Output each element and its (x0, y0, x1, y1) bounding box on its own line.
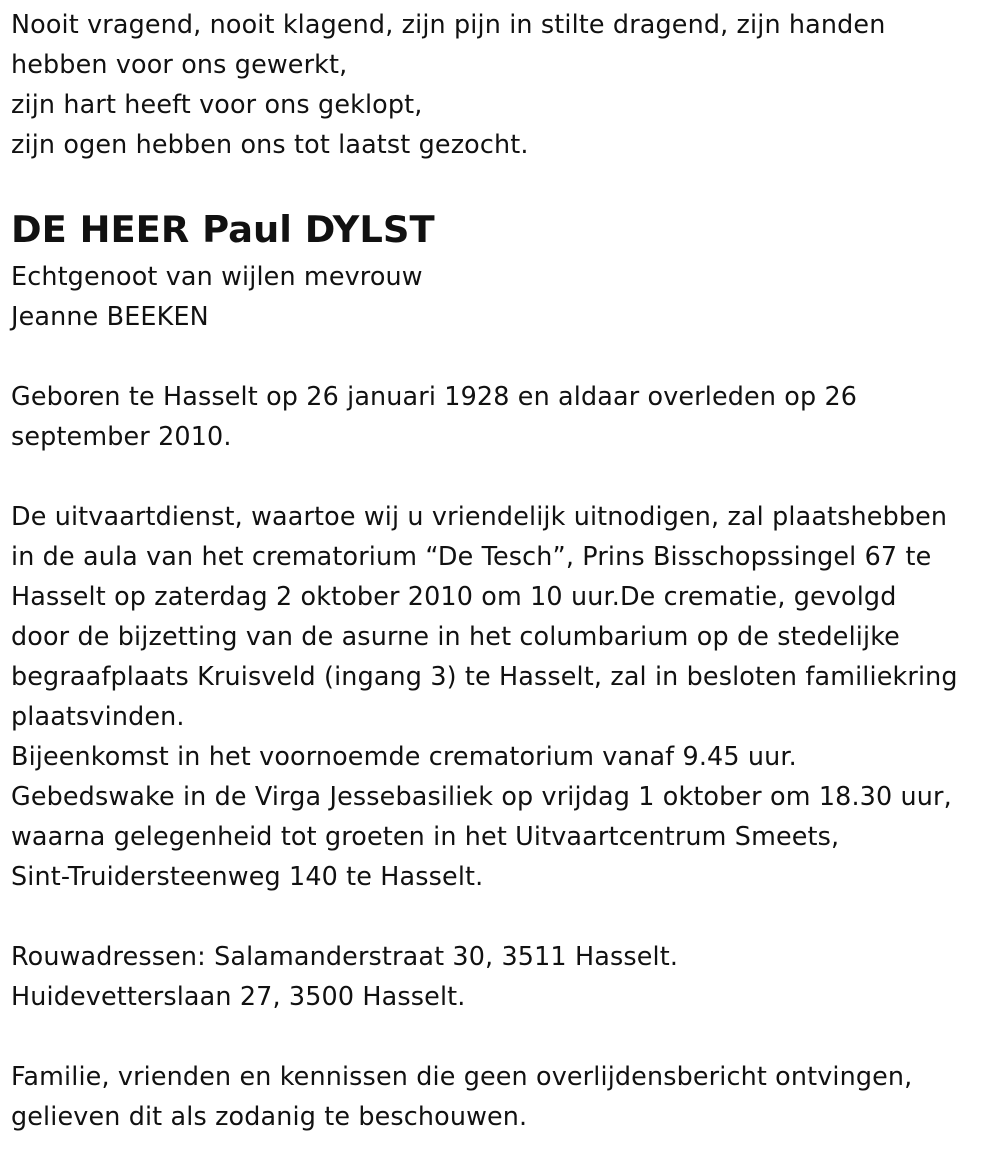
service-line: plaatsvinden. (11, 701, 185, 731)
service-paragraph (11, 496, 996, 896)
address-line: Rouwadressen: Salamanderstraat 30, 3511 Hasselt. (11, 941, 679, 971)
addresses-paragraph (11, 936, 996, 1016)
closing-paragraph (11, 1056, 996, 1136)
spacer (11, 456, 996, 496)
birth-death-line: september 2010. (11, 421, 232, 451)
poem-line: Nooit vragend, nooit klagend, zijn pijn in stilte dragend, zijn handen (11, 9, 886, 39)
closing-line: Familie, vrienden en kennissen die geen overlijdensbericht ontvingen, (11, 1061, 913, 1091)
service-line: Hasselt op zaterdag 2 oktober 2010 om 10 uur.De crematie, gevolgd (11, 581, 897, 611)
birth-death-line: Geboren te Hasselt op 26 januari 1928 en aldaar overleden op 26 (11, 381, 858, 411)
address-line: Huidevetterslaan 27, 3500 Hasselt. (11, 981, 466, 1011)
service-line: Sint-Truidersteenweg 140 te Hasselt. (11, 861, 484, 891)
service-line: De uitvaartdienst, waartoe wij u vriendelijk uitnodigen, zal plaatshebben (11, 501, 948, 531)
relation (11, 256, 996, 336)
service-line: in de aula van het crematorium “De Tesch”, Prins Bisschopssingel 67 te (11, 541, 932, 571)
relation-line: Echtgenoot van wijlen mevrouw (11, 261, 423, 291)
relation-line: Jeanne BEEKEN (11, 301, 209, 331)
service-line: waarna gelegenheid tot groeten in het Uitvaartcentrum Smeets, (11, 821, 840, 851)
spacer (11, 1016, 996, 1056)
spacer (11, 336, 996, 376)
service-line: Gebedswake in de Virga Jessebasiliek op vrijdag 1 oktober om 18.30 uur, (11, 781, 952, 811)
service-line: begraafplaats Kruisveld (ingang 3) te Hasselt, zal in besloten familiekring (11, 661, 958, 691)
service-line: door de bijzetting van de asurne in het columbarium op de stedelijke (11, 621, 900, 651)
spacer (11, 896, 996, 936)
deceased-name: DE HEER Paul DYLST (11, 208, 435, 251)
poem (11, 4, 996, 164)
poem-line: hebben voor ons gewerkt, (11, 49, 348, 79)
closing-line: gelieven dit als zodanig te beschouwen. (11, 1101, 528, 1131)
obituary-notice (11, 4, 996, 1136)
birth-death-paragraph (11, 376, 996, 456)
service-line: Bijeenkomst in het voornoemde crematorium vanaf 9.45 uur. (11, 741, 797, 771)
poem-line: zijn hart heeft voor ons geklopt, (11, 89, 423, 119)
poem-line: zijn ogen hebben ons tot laatst gezocht. (11, 129, 529, 159)
